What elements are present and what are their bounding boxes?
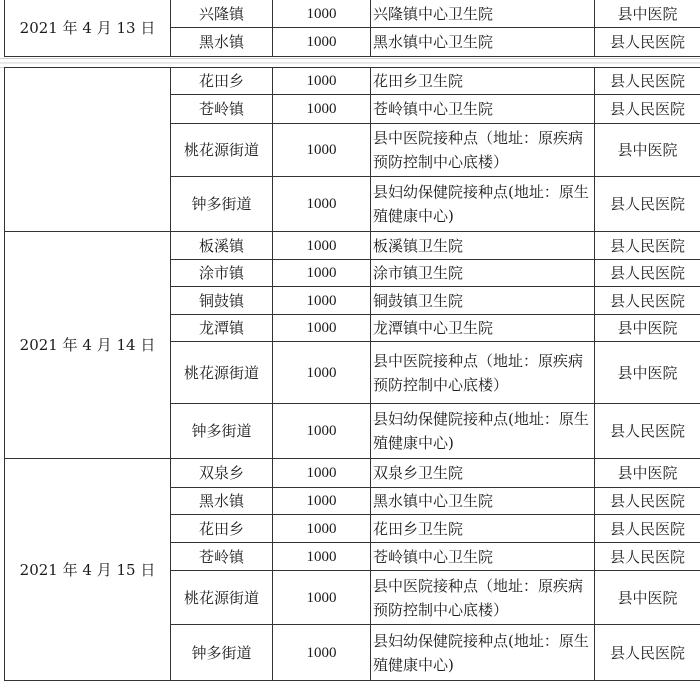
town-cell: 涂市镇 bbox=[171, 260, 273, 287]
hospital-cell: 县人民医院 bbox=[595, 543, 700, 571]
quantity-cell: 1000 bbox=[273, 260, 371, 287]
hospital-cell: 县人民医院 bbox=[595, 488, 700, 515]
quantity-cell: 1000 bbox=[273, 315, 371, 342]
vaccination-site-cell: 苍岭镇中心卫生院 bbox=[371, 95, 595, 124]
date-cell: 2021 年 4 月 15 日 bbox=[5, 459, 171, 681]
town-cell: 桃花源街道 bbox=[171, 342, 273, 404]
quantity-cell: 1000 bbox=[273, 543, 371, 571]
vaccination-site-cell: 花田乡卫生院 bbox=[371, 68, 595, 95]
hospital-cell: 县人民医院 bbox=[595, 625, 700, 681]
hospital-cell: 县中医院 bbox=[595, 459, 700, 488]
hospital-cell: 县中医院 bbox=[595, 571, 700, 625]
hospital-cell: 县人民医院 bbox=[595, 177, 700, 232]
vaccination-site-cell: 铜鼓镇卫生院 bbox=[371, 287, 595, 315]
town-cell: 板溪镇 bbox=[171, 232, 273, 260]
hospital-cell: 县中医院 bbox=[595, 315, 700, 342]
vaccination-site-cell: 双泉乡卫生院 bbox=[371, 459, 595, 488]
vaccination-site-cell: 县中医院接种点（地址：原疾病预防控制中心底楼） bbox=[371, 124, 595, 177]
hospital-cell: 县中医院 bbox=[595, 124, 700, 177]
vaccination-site-cell: 板溪镇卫生院 bbox=[371, 232, 595, 260]
hospital-cell: 县人民医院 bbox=[595, 404, 700, 459]
table-row bbox=[5, 459, 700, 488]
vaccination-site-cell: 苍岭镇中心卫生院 bbox=[371, 543, 595, 571]
hospital-cell: 县中医院 bbox=[595, 342, 700, 404]
vaccination-site-cell: 涂市镇卫生院 bbox=[371, 260, 595, 287]
quantity-cell: 1000 bbox=[273, 232, 371, 260]
hospital-cell: 县人民医院 bbox=[595, 232, 700, 260]
quantity-cell: 1000 bbox=[273, 177, 371, 232]
quantity-cell: 1000 bbox=[273, 342, 371, 404]
quantity-cell: 1000 bbox=[273, 124, 371, 177]
quantity-cell: 1000 bbox=[273, 404, 371, 459]
vaccination-site-cell: 黑水镇中心卫生院 bbox=[371, 28, 595, 57]
vaccination-site-cell: 县中医院接种点（地址：原疾病预防控制中心底楼） bbox=[371, 571, 595, 625]
town-cell: 钟多街道 bbox=[171, 625, 273, 681]
vaccination-site-cell: 县妇幼保健院接种点(地址：原生殖健康中心) bbox=[371, 404, 595, 459]
quantity-cell: 1000 bbox=[273, 459, 371, 488]
town-cell: 黑水镇 bbox=[171, 488, 273, 515]
date-cell: 2021 年 4 月 13 日 bbox=[5, 0, 171, 57]
date-cell: 2021 年 4 月 14 日 bbox=[5, 232, 171, 459]
schedule-table-top bbox=[4, 0, 700, 57]
vaccination-site-cell: 县中医院接种点（地址：原疾病预防控制中心底楼） bbox=[371, 342, 595, 404]
quantity-cell: 1000 bbox=[273, 68, 371, 95]
town-cell: 花田乡 bbox=[171, 68, 273, 95]
town-cell: 苍岭镇 bbox=[171, 543, 273, 571]
town-cell: 花田乡 bbox=[171, 515, 273, 543]
quantity-cell: 1000 bbox=[273, 95, 371, 124]
schedule-table-main bbox=[4, 67, 700, 681]
town-cell: 铜鼓镇 bbox=[171, 287, 273, 315]
vaccination-site-cell: 黑水镇中心卫生院 bbox=[371, 488, 595, 515]
vaccination-site-cell: 县妇幼保健院接种点(地址：原生殖健康中心) bbox=[371, 177, 595, 232]
town-cell: 兴隆镇 bbox=[171, 0, 273, 28]
vaccination-site-cell: 兴隆镇中心卫生院 bbox=[371, 0, 595, 28]
vaccination-site-cell: 龙潭镇中心卫生院 bbox=[371, 315, 595, 342]
hospital-cell: 县人民医院 bbox=[595, 28, 700, 57]
quantity-cell: 1000 bbox=[273, 515, 371, 543]
quantity-cell: 1000 bbox=[273, 0, 371, 28]
hospital-cell: 县中医院 bbox=[595, 0, 700, 28]
vaccination-site-cell: 县妇幼保健院接种点(地址：原生殖健康中心) bbox=[371, 625, 595, 681]
town-cell: 龙潭镇 bbox=[171, 315, 273, 342]
town-cell: 桃花源街道 bbox=[171, 571, 273, 625]
town-cell: 双泉乡 bbox=[171, 459, 273, 488]
hospital-cell: 县人民医院 bbox=[595, 287, 700, 315]
table-row bbox=[5, 232, 700, 260]
hospital-cell: 县人民医院 bbox=[595, 515, 700, 543]
table-row bbox=[5, 68, 700, 95]
quantity-cell: 1000 bbox=[273, 625, 371, 681]
date-cell bbox=[5, 68, 171, 232]
quantity-cell: 1000 bbox=[273, 571, 371, 625]
hospital-cell: 县人民医院 bbox=[595, 68, 700, 95]
town-cell: 苍岭镇 bbox=[171, 95, 273, 124]
quantity-cell: 1000 bbox=[273, 488, 371, 515]
quantity-cell: 1000 bbox=[273, 287, 371, 315]
town-cell: 钟多街道 bbox=[171, 404, 273, 459]
table-row bbox=[5, 0, 700, 28]
town-cell: 钟多街道 bbox=[171, 177, 273, 232]
hospital-cell: 县人民医院 bbox=[595, 95, 700, 124]
town-cell: 桃花源街道 bbox=[171, 124, 273, 177]
vaccination-site-cell: 花田乡卫生院 bbox=[371, 515, 595, 543]
hospital-cell: 县人民医院 bbox=[595, 260, 700, 287]
town-cell: 黑水镇 bbox=[171, 28, 273, 57]
quantity-cell: 1000 bbox=[273, 28, 371, 57]
